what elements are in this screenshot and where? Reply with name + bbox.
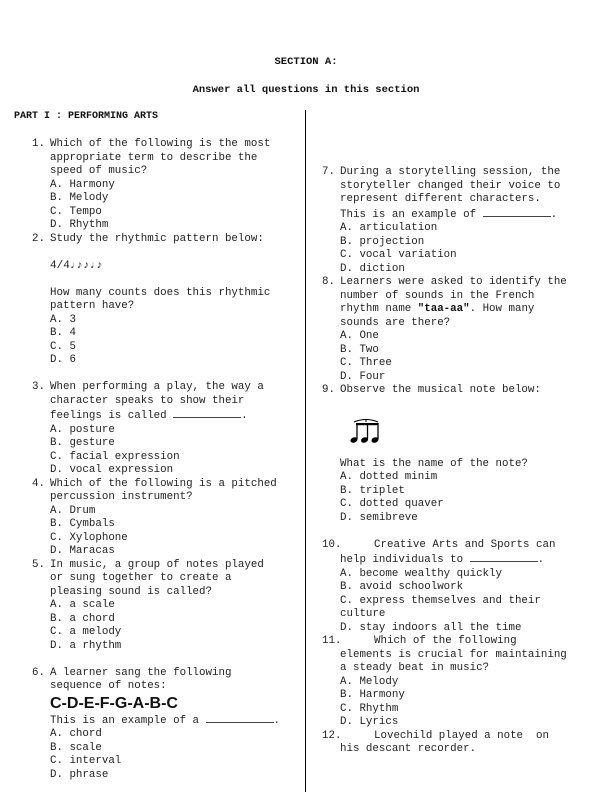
question-12 [322,730,607,757]
part-title: PART I : PERFORMING ARTS [14,111,159,122]
question-6: 6. A learner sang the following sequence of notes: C-D-E-F-G-A-B-C This is an example of a . A. chord B. scale C. interval D. phrase [32,667,304,783]
question-text: sequence of notes: [50,680,167,692]
right-column [322,166,607,757]
option-a: A. become wealthy quickly [340,567,502,580]
question-text: help individuals to [340,554,464,566]
option-b: B. Two [340,343,379,356]
rhythm-pattern: 4/4♩♪♪♩♪ [50,259,103,272]
option-a: A. chord [50,728,102,740]
option-b: B. Harmony [340,689,405,701]
question-text: speed of music? [50,165,148,177]
question-number: 9. [322,384,335,396]
option-a: A. Drum [50,504,96,517]
question-number: 4. [32,477,45,490]
question-text: percussion instrument? [50,491,193,503]
question-4 [32,478,304,559]
option-b: B. Melody [50,192,109,204]
question-number: 11. [322,635,342,647]
question-number: 2. [32,232,45,245]
question-text: This is an example of a [50,714,200,727]
option-c: C. Xylophone [50,531,128,544]
question-text: character speaks to show their [50,394,245,407]
question-text: Study the rhythmic pattern below: [50,232,264,245]
column-divider [305,110,306,792]
option-d: D. diction [340,262,405,275]
option-b: B. avoid schoolwork [340,581,464,593]
option-c: C. express themselves and their [340,594,541,607]
question-text: Which of the following [374,635,517,647]
option-b: B. scale [50,741,102,754]
section-title: SECTION A: [274,56,338,68]
option-b: B. 4 [50,327,76,339]
option-a: A. Melody [340,675,399,688]
question-number: 12. [322,729,342,742]
question-text: Learners were asked to identify the [340,276,567,288]
question-text: pattern have? [50,300,135,312]
left-column [32,138,304,782]
question-text: Which of the following is the most [50,138,271,150]
question-11 [322,635,607,730]
answer-blank [483,207,551,217]
option-c: C. vocal variation [340,249,457,261]
question-number: 6. [32,666,45,679]
option-c: C. a melody [50,626,122,638]
question-text: In music, a group of notes played [50,558,264,571]
question-number: 5. [32,558,45,571]
question-text: his descant recorder. [340,743,477,755]
question-7: 7. During a storytelling session, the storyteller changed their voice to represent different characters. This is an example of . A. articulation B. projection C. vocal variation D. diction [322,166,607,276]
option-c: C. interval [50,755,122,767]
option-d: D. Rhythm [50,219,109,231]
question-text: sounds are there? [340,316,451,329]
question-text: Which of the following is a pitched [50,477,277,490]
question-text: Lovechild played a note on [374,729,549,742]
question-text: represent different characters. [340,193,541,205]
question-text: This is an example of [340,208,477,221]
option-c: C. Three [340,357,392,369]
option-d: D. Maracas [50,545,115,557]
option-b: B. Cymbals [50,518,115,530]
question-number: 1. [32,138,45,150]
question-text: pleasing sound is called? [50,585,212,598]
option-d: D. vocal expression [50,464,174,476]
answer-blank [470,552,538,562]
triplet-quavers-icon [350,418,384,444]
question-text: How many counts does this rhythmic [50,286,271,299]
question-2 [32,233,304,368]
option-b: B. triplet [340,484,405,497]
option-d: D. Lyrics [340,716,399,728]
question-text: feelings is called [50,410,167,422]
option-b: B. a chord [50,612,115,625]
option-d: D. Four [340,370,386,383]
option-d: D. a rhythm [50,639,122,652]
option-a: A. 3 [50,313,76,326]
option-d: D. semibreve [340,511,418,524]
question-text: appropriate term to describe the [50,151,258,164]
option-a: A. One [340,330,379,342]
question-number: 10. [322,538,342,551]
question-text: elements is crucial for maintaining [340,648,567,661]
answer-blank [206,713,274,723]
option-c: C. Rhythm [340,702,399,715]
question-text: During a storytelling session, the [340,166,561,178]
question-text: Observe the musical note below: [340,384,541,396]
question-text: number of sounds in the French [340,289,535,302]
option-c: C. dotted quaver [340,498,444,510]
option-d: D. stay indoors all the time [340,621,522,634]
option-a: A. Harmony [50,178,115,191]
option-b: B. gesture [50,437,115,449]
question-number: 7. [322,166,335,178]
note-sequence: C-D-E-F-G-A-B-C [50,694,178,712]
question-1 [32,138,304,233]
option-a: A. a scale [50,599,115,611]
question-3: 3. When performing a play, the way a character speaks to show their feelings is called . A. posture B. gesture C. facial expression D. vocal expression [32,381,304,478]
option-d: D. phrase [50,768,109,781]
option-d: D. 6 [50,354,76,366]
option-c: C. Tempo [50,205,102,218]
question-text: A learner sang the following [50,666,232,679]
question-text: or sung together to create a [50,572,232,584]
question-9 [322,384,607,525]
question-text: storyteller changed their voice to [340,179,561,192]
option-a: A. posture [50,423,115,436]
question-10: 10. Creative Arts and Sports can help individuals to . A. become wealthy quickly B. avoid schoolwork C. express themselves and their culture D. stay indoors all the time [322,539,607,636]
question-text: What is the name of the note? [340,457,528,470]
option-a: A. dotted minim [340,471,438,483]
option-b: B. projection [340,235,425,248]
question-number: 8. [322,276,335,288]
option-c: C. 5 [50,340,76,353]
option-a: A. articulation [340,222,438,234]
question-8 [322,276,607,384]
question-text: Creative Arts and Sports can [374,538,556,551]
question-text: . How many [469,303,535,315]
question-number: 3. [32,381,45,393]
question-text: rhythm name [340,303,418,315]
answer-blank [173,408,241,418]
section-instruction: Answer all questions in this section [192,84,420,96]
question-text: a steady beat in music? [340,662,490,674]
question-5 [32,559,304,654]
rhythm-name: "taa-aa" [417,303,470,315]
question-text: When performing a play, the way a [50,381,264,393]
option-c-continued: culture [340,608,386,620]
option-c: C. facial expression [50,450,180,463]
